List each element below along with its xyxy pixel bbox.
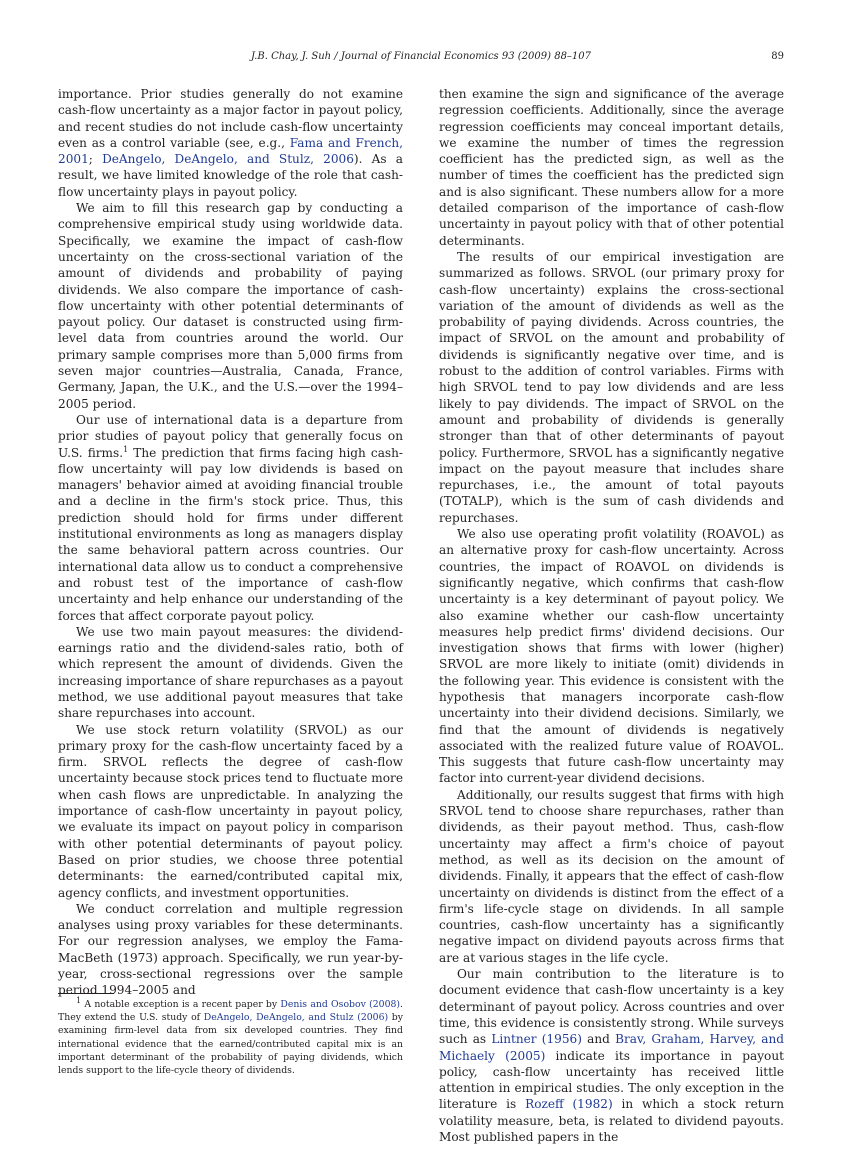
page-number: 89 (771, 51, 784, 62)
paragraph: We conduct correlation and multiple regression analyses using proxy variables for these determinants. For our regression analyses, we employ the Fama-MacBeth (1973) approach. Specifically, we run year-by-year, cross-sectional regressions over the sample period 1994–2005 and (58, 901, 403, 998)
citation-link[interactable]: DeAngelo, DeAngelo, and Stulz (2006) (203, 1012, 389, 1024)
paragraph (58, 412, 403, 624)
text-run: ; (88, 152, 103, 167)
text-run: and (581, 1032, 616, 1047)
text-run: ). As a result, we have limited knowledge of the role that cash-flow uncertainty plays in payout policy. (58, 152, 404, 199)
left-column (58, 86, 403, 999)
right-column (439, 86, 784, 1145)
running-header (58, 51, 784, 67)
text-run: importance. Prior studies generally do not examine cash-flow uncertainty as a major factor in payout policy, and recent studies do not include cash-flow uncertainty even as a control variable (see, e.g., (58, 87, 403, 150)
text-run: by examining firm-level data from six developed countries. They find international evidence that the earned/contributed capital mix is an important determinant of the probability of paying dividends, which lends support to the life-cycle theory of dividends. (58, 1012, 403, 1077)
text-run: indicate its importance in payout policy, cash-flow uncertainty has received little attention in empirical studies. The only exception in the literature is (439, 1048, 784, 1112)
paragraph: then examine the sign and significance of the average regression coefficients. Additionally, since the average regression coefficients may conceal important details, we examine the number of times the regression coefficient has the predicted sign, as well as the number of times the coefficient has the predicted sign and is also significant. These numbers allow for a more detailed comparison of the importance of cash-flow uncertainty in payout policy with that of other potential determinants. (439, 87, 784, 248)
citation-link[interactable]: Lintner (1956) (491, 1032, 582, 1047)
citation-link[interactable]: DeAngelo, DeAngelo, and Stulz, 2006 (102, 152, 354, 167)
footnote-marker[interactable]: 1 (123, 444, 129, 454)
paragraph: We aim to fill this research gap by conducting a comprehensive empirical study using worldwide data. Specifically, we examine the impact of cash-flow uncertainty on the cross-sectional variation of the amount of dividends and probability of paying dividends. We also compare the importance of cash-flow uncertainty with other potential determinants of payout policy. Our dataset is constructed using firm-level data from countries around the world. Our primary sample comprises more than 5,000 firms from seven major countries—Australia, Canada, France, Germany, Japan, the U.K., and the U.S.—over the 1994–2005 period. (58, 201, 403, 411)
footnote (58, 995, 403, 1077)
paragraph (58, 86, 403, 200)
citation-link[interactable]: Denis and Osobov (2008) (280, 999, 401, 1010)
footnote-number: 1 (76, 995, 82, 1005)
paragraph: The results of our empirical investigation are summarized as follows. SRVOL (our primary proxy for cash-flow uncertainty) explains the cross-sectional variation of the amount of dividends as well as the probability of paying dividends. Across countries, the impact of SRVOL on the amount and probability of dividends is significantly negative over time, and is robust to the addition of control variables. Firms with high SRVOL tend to pay low dividends and are less likely to pay dividends. The impact of SRVOL on the amount and probability of dividends is generally stronger than that of other determinants of payout policy. Furthermore, SRVOL has a significantly negative impact on the payout measure that includes share repurchases, i.e., the amount of total payouts (TOTALP), which is the sum of cash dividends and repurchases. (439, 249, 784, 525)
citation-link[interactable]: Fama and French, 2001 (58, 135, 403, 167)
text-run: Our use of international data is a departure from prior studies of payout policy that generally focus on U.S. firms. (58, 412, 403, 460)
paragraph: We also use operating profit volatility (ROAVOL) as an alternative proxy for cash-flow uncertainty. Across countries, the impact of ROAVOL on dividends is significantly negative, which confirms that cash-flow uncertainty is a key determinant of payout policy. We also examine whether our cash-flow uncertainty measures help predict firms' dividend decisions. Our investigation shows that firms with lower (higher) SRVOL are more likely to initiate (omit) dividends in the following year. This evidence is consistent with the hypothesis that managers incorporate cash-flow uncertainty into their dividend decisions. Similarly, we find that the amount of dividends is negatively associated with the realized future value of ROAVOL. This suggests that future cash-flow uncertainty may factor into current-year dividend decisions. (439, 527, 784, 786)
footnote-text (58, 995, 403, 1077)
text-run: . They extend the U.S. study of (58, 999, 403, 1024)
text-run: A notable exception is a recent paper by (81, 999, 281, 1010)
journal-citation: J.B. Chay, J. Suh / Journal of Financial Economics 93 (2009) 88–107 (250, 51, 592, 62)
paragraph (439, 966, 784, 1145)
paragraph: Additionally, our results suggest that firms with high SRVOL tend to choose share repurchases, rather than dividends, as their payout method. Thus, cash-flow uncertainty may affect a firm's choice of payout method, as well as its decision on the amount of dividends. Finally, it appears that the effect of cash-flow uncertainty on dividends is distinct from the effect of a firm's life-cycle stage on dividends. In all sample countries, cash-flow uncertainty has a significantly negative impact on dividend payouts across firms that are at various stages in the life cycle. (439, 787, 784, 965)
citation-link[interactable]: Rozeff (1982) (525, 1097, 613, 1112)
footnote-divider (58, 993, 114, 994)
text-run: The prediction that firms facing high cash-flow uncertainty will pay low dividends is based on managers' behavior aimed at avoiding financial trouble and a decline in the firm's stock price. Thus, this prediction should hold for firms under different institutional environments as long as managers display the same behavioral pattern across countries. Our international data allow us to conduct a comprehensive and robust test of the importance of cash-flow uncertainty and help enhance our understanding of the forces that affect corporate payout policy. (58, 445, 403, 623)
text-run: Our main contribution to the literature is to document evidence that cash-flow uncertainty is a key determinant of payout policy. Across countries and over time, this evidence is consistently strong. While surveys such as (439, 967, 784, 1047)
citation-link[interactable]: Brav, Graham, Harvey, and Michaely (2005) (439, 1032, 784, 1063)
paragraph: We use stock return volatility (SRVOL) as our primary proxy for the cash-flow uncertainty faced by a firm. SRVOL reflects the degree of cash-flow uncertainty because stock prices tend to fluctuate more when cash flows are unpredictable. In analyzing the importance of cash-flow uncertainty in payout policy, we evaluate its impact on payout policy in comparison with other potential determinants of payout policy. Based on prior studies, we choose three potential determinants: the earned/contributed capital mix, agency conflicts, and investment opportunities. (58, 722, 403, 900)
text-run: in which a stock return volatility measure, beta, is related to dividend payouts. Most published papers in the (439, 1097, 784, 1144)
paragraph: We use two main payout measures: the dividend-earnings ratio and the dividend-sales ratio, both of which represent the amount of dividends. Given the increasing importance of share repurchases as a payout method, we use additional payout measures that take share repurchases into account. (58, 624, 403, 721)
